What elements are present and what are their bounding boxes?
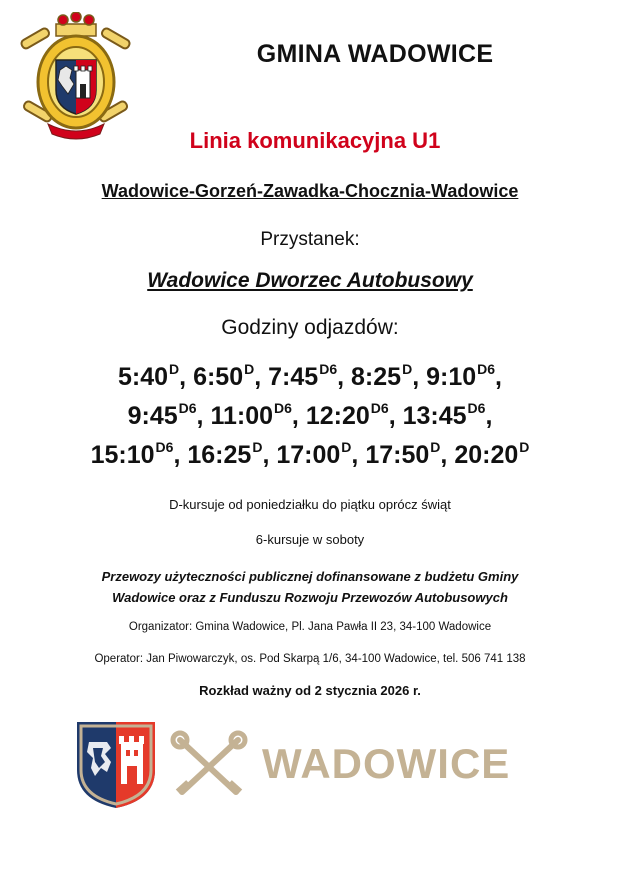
departures-label: Godziny odjazdów: xyxy=(221,316,399,339)
departure-time: 6:50 xyxy=(193,363,244,391)
departure-time: 7:45 xyxy=(268,363,319,391)
departure-time: 11:00 xyxy=(210,402,274,430)
departure-time: 17:00 xyxy=(276,441,341,469)
route-name: Wadowice-Gorzeń-Zawadka-Chocznia-Wadowice xyxy=(101,181,519,201)
departure-mark: D xyxy=(402,361,413,377)
departure-mark: D6 xyxy=(467,400,486,416)
page-title: GMINA WADOWICE xyxy=(256,40,494,68)
validity-note: Rozkład ważny od 2 stycznia 2026 r. xyxy=(199,683,421,698)
wadowice-shield-icon xyxy=(75,720,157,810)
departure-mark: D xyxy=(169,361,180,377)
departure-mark: D6 xyxy=(274,400,292,416)
wadowice-logo-text: WADOWICE xyxy=(262,740,511,787)
departure-mark: D xyxy=(244,361,255,377)
departure-time: 17:50 xyxy=(365,441,430,469)
stop-name: Wadowice Dworzec Autobusowy xyxy=(147,269,473,292)
departure-mark: D6 xyxy=(319,361,338,377)
departure-mark: D6 xyxy=(178,400,197,416)
departure-time: 5:40 xyxy=(118,363,169,391)
departure-mark: D6 xyxy=(370,400,389,416)
departure-row: $15:10^{D6}$, $16:25^D$, $17:00^D$, $17:50^D$, $20:20^D$ xyxy=(90,439,530,469)
operator-info: Operator: Jan Piwowarczyk, os. Pod Skarpą 1/6, 34-100 Wadowice, tel. 506 741 138 xyxy=(94,653,526,665)
departure-row: $9:45^{D6}$, $11:00^{D6}$, $12:20^{D6}$, $13:45^{D6}$, xyxy=(127,400,493,430)
departure-time: 12:20 xyxy=(305,402,370,430)
coat-of-arms-icon xyxy=(18,12,133,140)
line-title: Linia komunikacyjna U1 xyxy=(189,128,441,153)
organizer-info: Organizator: Gmina Wadowice, Pl. Jana Pawła II 23, 34-100 Wadowice xyxy=(128,621,492,633)
departure-mark: D xyxy=(519,439,530,455)
funding-line-1: Przewozy użyteczności publicznej dofinansowane z budżetu Gminy xyxy=(101,569,519,584)
departure-time: 8:25 xyxy=(351,363,402,391)
departure-time: 9:45 xyxy=(127,402,178,430)
departure-time: 13:45 xyxy=(402,402,467,430)
departure-mark: D xyxy=(430,439,441,455)
departure-time: 20:20 xyxy=(454,441,519,469)
departure-row: $5:40^D$, $6:50^D$, $7:45^{D6}$, $8:25^D$, $9:10^{D6}$, xyxy=(118,361,502,391)
note-d: D-kursuje od poniedziałku do piątku oprócz świąt xyxy=(169,497,451,512)
departure-mark: D6 xyxy=(155,439,174,455)
stop-label: Przystanek: xyxy=(260,229,360,250)
departure-times xyxy=(30,358,590,475)
departure-mark: D xyxy=(252,439,263,455)
crossed-keys-icon xyxy=(170,730,248,800)
departure-mark: D xyxy=(341,439,352,455)
departure-mark: D6 xyxy=(477,361,496,377)
funding-note xyxy=(40,566,580,608)
funding-line-2: Wadowice oraz z Funduszu Rozwoju Przewozów Autobusowych xyxy=(112,590,508,605)
note-saturday: 6-kursuje w soboty xyxy=(255,532,365,547)
departure-time: 15:10 xyxy=(90,441,155,469)
departure-time: 9:10 xyxy=(426,363,477,391)
departure-time: 16:25 xyxy=(187,441,252,469)
